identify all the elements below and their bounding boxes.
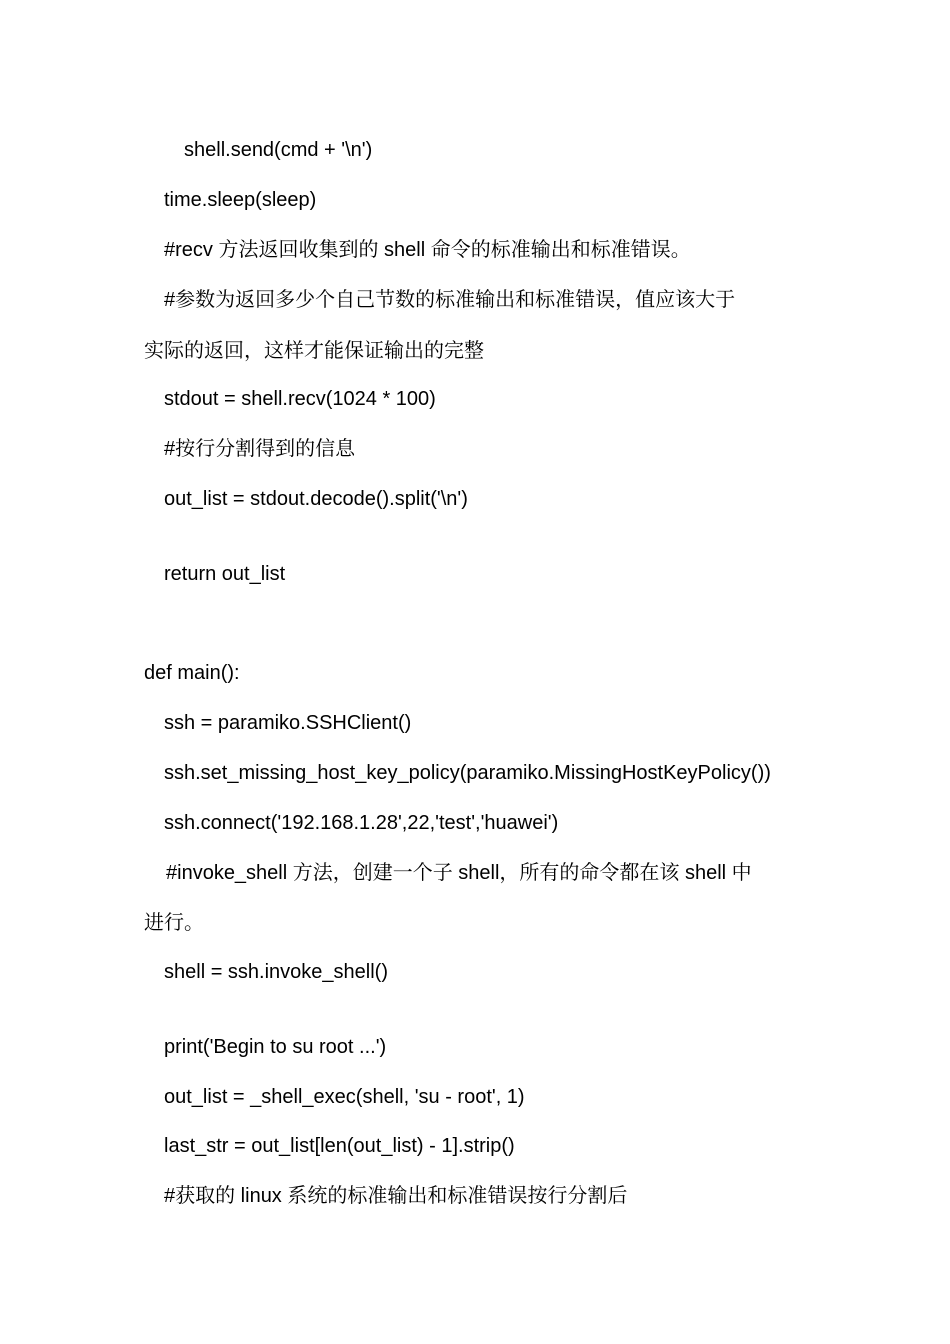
code-line: stdout = shell.recv(1024 * 100) [164, 388, 436, 410]
code-line: ssh.connect('192.168.1.28',22,'test','huawei') [164, 812, 559, 834]
comment-continuation-line: 实际的返回，这样才能保证输出的完整 [144, 340, 484, 362]
code-line: return out_list [164, 563, 286, 585]
code-line: time.sleep(sleep) [164, 189, 317, 211]
comment-continuation-line: 进行。 [144, 912, 204, 934]
comment-line: #按行分割得到的信息 [164, 438, 356, 460]
code-line: print('Begin to su root ...') [164, 1036, 387, 1058]
code-line: out_list = stdout.decode().split('\n') [164, 488, 468, 510]
comment-line: #recv 方法返回收集到的 shell 命令的标准输出和标准错误。 [164, 239, 691, 261]
code-line: ssh = paramiko.SSHClient() [164, 712, 412, 734]
comment-line: #获取的 linux 系统的标准输出和标准错误按行分割后 [164, 1185, 628, 1207]
code-line: shell.send(cmd + '\n') [184, 139, 373, 161]
code-line: ssh.set_missing_host_key_policy(paramiko.MissingHostKeyPolicy()) [164, 762, 771, 784]
comment-line: #参数为返回多少个自己节数的标准输出和标准错误，值应该大于 [164, 289, 736, 311]
function-definition-line: def main(): [144, 662, 240, 684]
code-line: shell = ssh.invoke_shell() [164, 961, 388, 983]
code-line: out_list = _shell_exec(shell, 'su - root', 1) [164, 1086, 525, 1108]
comment-line: #invoke_shell 方法，创建一个子 shell，所有的命令都在该 shell 中 [166, 862, 752, 884]
code-line: last_str = out_list[len(out_list) - 1].strip() [164, 1135, 515, 1157]
